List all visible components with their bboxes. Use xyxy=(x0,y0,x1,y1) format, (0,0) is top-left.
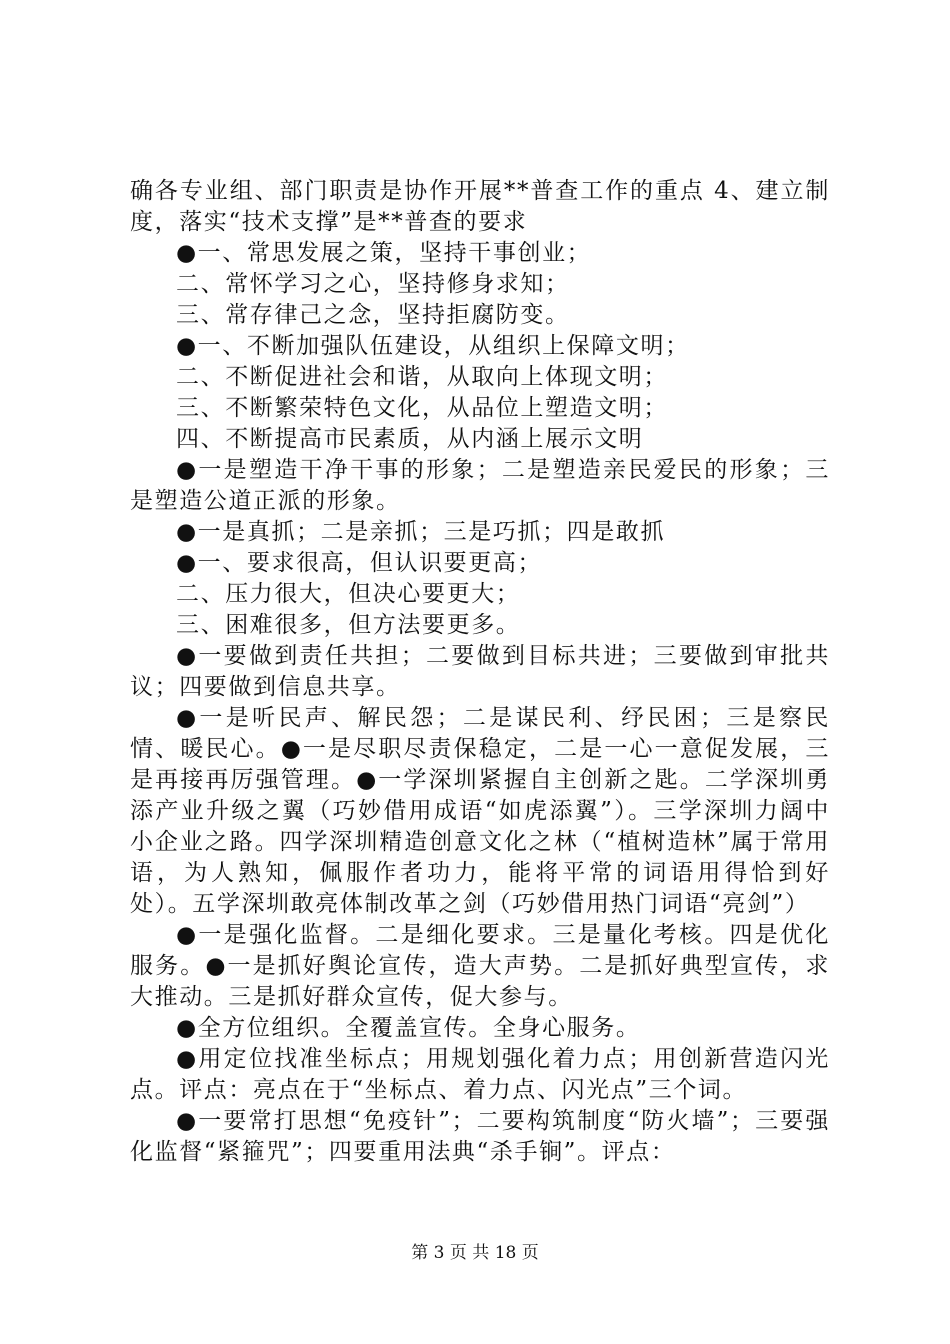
paragraph: 四、不断提高市民素质，从内涵上展示文明 xyxy=(176,426,644,452)
paragraph: 三、不断繁荣特色文化，从品位上塑造文明； xyxy=(176,395,668,421)
paragraph: 确各专业组、部门职责是协作开展**普查工作的重点 4、建立制度，落实“技术支撑”是**普查的要求 xyxy=(130,178,830,235)
paragraph: ●一、不断加强队伍建设，从组织上保障文明； xyxy=(176,333,690,359)
paragraph: 二、不断促进社会和谐，从取向上体现文明； xyxy=(176,364,668,390)
paragraph: 三、困难很多，但方法要更多。 xyxy=(176,612,521,638)
paragraph: ●一要做到责任共担；二要做到目标共进；三要做到审批共议；四要做到信息共享。 xyxy=(130,643,830,700)
paragraph: ●一要常打思想“免疫针”；二要构筑制度“防火墙”；三要强化监督“紧箍咒”；四要重用法典“杀手锏”。评点： xyxy=(130,1108,830,1165)
paragraph: ●一是强化监督。二是细化要求。三是量化考核。四是优化服务。●一是抓好舆论宣传，造大声势。二是抓好典型宣传，求大推动。三是抓好群众宣传，促大参与。 xyxy=(130,922,830,1010)
page-footer xyxy=(0,1238,950,1263)
paragraph: ●一、常思发展之策，坚持干事创业； xyxy=(176,240,592,266)
paragraph: ●一是听民声、解民怨；二是谋民利、纾民困；三是察民情、暖民心。●一是尽职尽责保稳定，二是一心一意促发展，三是再接再厉强管理。●一学深圳紧握自主创新之匙。二学深圳勇添产业升级之翼（巧妙借用成语“如虎添翼”）。三学深圳力阔中小企业之路。四学深圳精造创意文化之林（“植树造林”属于常用语，为人熟知，佩服作者功力，能将平常的词语用得恰到好处）。五学深圳敢亮体制改革之剑（巧妙借用热门词语“亮剑”） xyxy=(130,705,830,917)
paragraph: ●一、要求很高，但认识要更高； xyxy=(176,550,543,576)
paragraph: ●一是真抓；二是亲抓；三是巧抓；四是敢抓 xyxy=(176,519,666,545)
paragraph: ●一是塑造干净干事的形象；二是塑造亲民爱民的形象；三是塑造公道正派的形象。 xyxy=(130,457,830,514)
paragraph: 二、常怀学习之心，坚持修身求知； xyxy=(176,271,570,297)
paragraph: ●全方位组织。全覆盖宣传。全身心服务。 xyxy=(176,1015,641,1041)
paragraph: 三、常存律己之念，坚持拒腐防变。 xyxy=(176,302,570,328)
paragraph: ●用定位找准坐标点；用规划强化着力点；用创新营造闪光点。评点：亮点在于“坐标点、着力点、闪光点”三个词。 xyxy=(130,1046,830,1103)
paragraph: 二、压力很大，但决心要更大； xyxy=(176,581,521,607)
page-number-label: 第 3 页 共 18 页 xyxy=(411,1243,539,1263)
document-body xyxy=(130,176,830,1168)
